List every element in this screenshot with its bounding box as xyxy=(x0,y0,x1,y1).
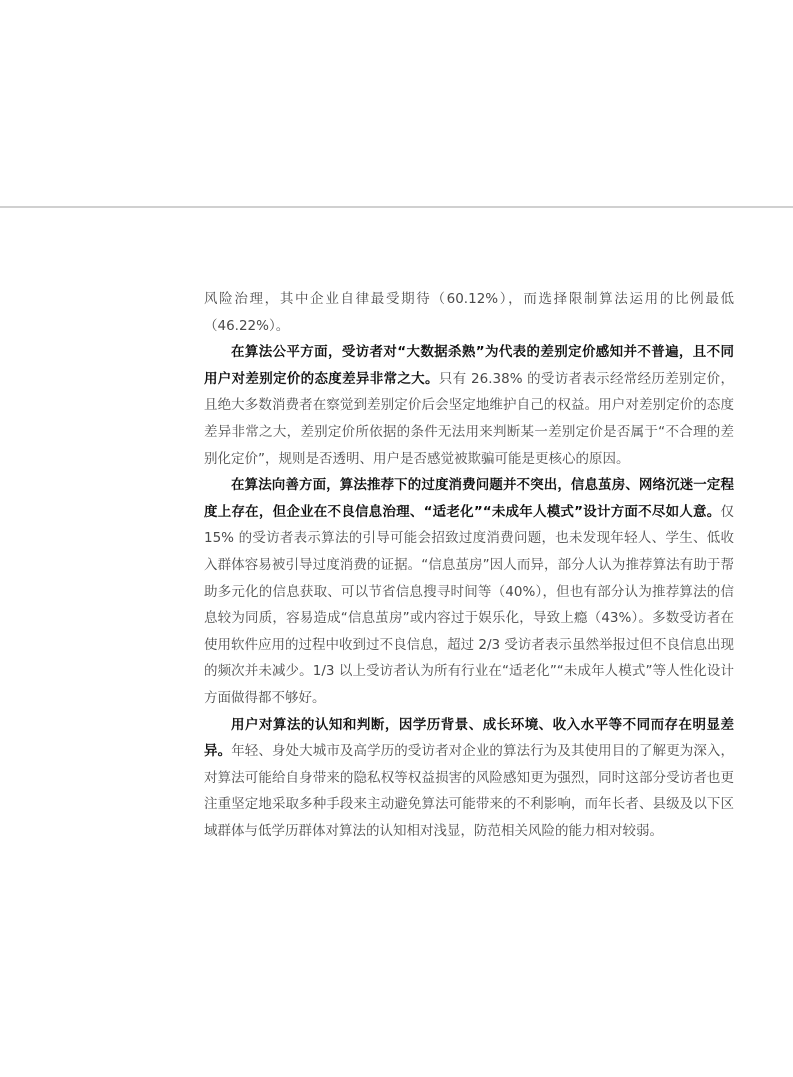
header-divider xyxy=(0,206,793,208)
paragraph-algorithm-for-good xyxy=(204,472,734,711)
paragraph-risk-governance xyxy=(204,286,734,339)
paragraph-lead: 用户对算法的认知和判断，因学历背景、成长环境、收入水平等不同而存在明显差异。 xyxy=(204,716,734,760)
paragraph-text: 风险治理，其中企业自律最受期待（60.12%），而选择限制算法运用的比例最低（46.22%）。 xyxy=(204,291,734,334)
paragraph-lead: 在算法公平方面，受访者对“大数据杀熟”为代表的差别定价感知并不普遍，且不同用户对差别定价的态度差异非常之大。 xyxy=(204,344,734,387)
paragraph-algorithm-fairness xyxy=(204,339,734,472)
paragraph-text: 仅 15% 的受访者表示算法的引导可能会招致过度消费问题，也未发现年轻人、学生、低收入群体容易被引导过度消费的证据。“信息茧房”因人而异，部分人认为推荐算法有助于帮助多元化的信息获取、可以节省信息搜寻时间等（40%），但也有部分认为推荐算法的信息较为同质，容易造成“信息茧房”或内容过于娱乐化，导致上瘾（43%）。多数受访者在使用软件应用的过程中收到过不良信息，超过 2/3 受访者表示虽然举报过但不良信息出现的频次并未减少。1/3 以上受访者认为所有行业在“适老化”“未成年人模式”等人性化设计方面做得都不够好。 xyxy=(204,503,734,706)
paragraph-lead: 在算法向善方面，算法推荐下的过度消费问题并不突出，信息茧房、网络沉迷一定程度上存在，但企业在不良信息治理、“适老化”“未成年人模式”设计方面不尽如人意。 xyxy=(204,477,734,520)
body-text xyxy=(204,286,734,844)
paragraph-text: 只有 26.38% 的受访者表示经常经历差别定价，且绝大多数消费者在察觉到差别定价后会坚定地维护自己的权益。用户对差别定价的态度差异非常之大，差别定价所依据的条件无法用来判断某一差别定价是否属于“不合理的差别化定价”，规则是否透明、用户是否感觉被欺骗可能是更核心的原因。 xyxy=(204,370,734,467)
paragraph-text: 年轻、身处大城市及高学历的受访者对企业的算法行为及其使用目的了解更为深入，对算法可能给自身带来的隐私权等权益损害的风险感知更为强烈，同时这部分受访者也更注重坚定地采取多种手段来主动避免算法可能带来的不利影响，而年长者、县级及以下区域群体与低学历群体对算法的认知相对浅显，防范相关风险的能力相对较弱。 xyxy=(204,743,735,839)
paragraph-user-cognition xyxy=(204,712,734,845)
